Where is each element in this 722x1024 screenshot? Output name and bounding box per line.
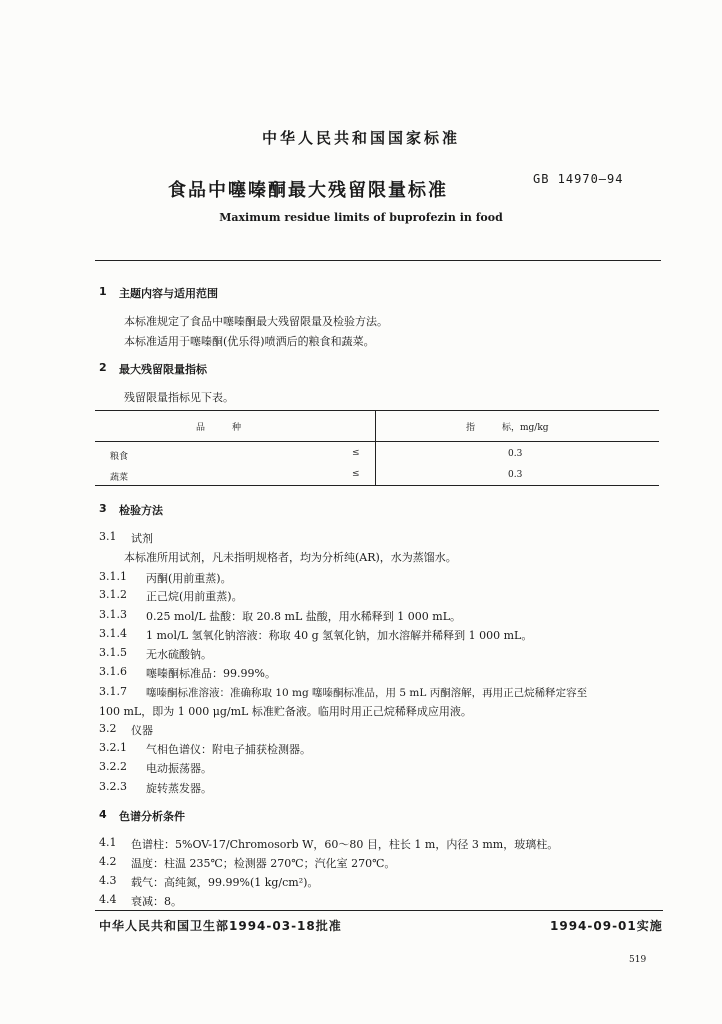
section-1-number: 1 (99, 285, 107, 298)
header-divider (95, 260, 661, 261)
section-2-number: 2 (99, 361, 107, 374)
item-text: 丙酮(用前重蒸)。 (146, 572, 232, 585)
item-number: 3.1.1 (99, 570, 127, 583)
item-text: 噻嗪酮标准溶液：准确称取 10 mg 噻嗪酮标准品，用 5 mL 丙酮溶解，再用正己烷稀释定容至 (146, 687, 588, 699)
section-3-1-title: 试剂 (131, 532, 153, 545)
condition-number: 4.2 (99, 855, 117, 868)
table-header-value: 指 标，mg/kg (466, 423, 549, 433)
condition-number: 4.1 (99, 836, 117, 849)
table-column-divider (375, 410, 376, 485)
approval-line: 中华人民共和国卫生部1994-03-18批准 (99, 919, 342, 933)
table-top-rule (95, 410, 659, 411)
condition-text: 衰减：8。 (131, 895, 182, 908)
table-row-1-op: ≤ (352, 448, 360, 458)
document-title: 食品中噻嗪酮最大残留限量标准 (168, 180, 448, 201)
instrument-text: 旋转蒸发器。 (146, 782, 212, 795)
item-number: 3.1.6 (99, 665, 127, 678)
table-bottom-rule (95, 485, 659, 486)
section-1-paragraph-2: 本标准适用于噻嗪酮(优乐得)喷洒后的粮食和蔬菜。 (124, 335, 375, 348)
section-1-title: 主题内容与适用范围 (119, 287, 218, 300)
table-header-rule (95, 441, 659, 442)
section-3-number: 3 (99, 502, 107, 515)
section-2-paragraph: 残留限量指标见下表。 (124, 391, 234, 404)
section-2-title: 最大残留限量指标 (119, 363, 207, 376)
section-3-2-number: 3.2 (99, 722, 117, 735)
condition-number: 4.3 (99, 874, 117, 887)
instrument-number: 3.2.2 (99, 760, 127, 773)
section-4-number: 4 (99, 808, 107, 821)
instrument-number: 3.2.1 (99, 741, 127, 754)
english-title: Maximum residue limits of buprofezin in food (219, 211, 503, 224)
condition-text: 温度：柱温 235℃；检测器 270℃；汽化室 270℃。 (131, 857, 396, 870)
standard-number: GB 14970—94 (533, 172, 624, 186)
section-3-1-number: 3.1 (99, 530, 117, 543)
table-row-2-item: 蔬菜 (110, 473, 129, 483)
page-number: 519 (629, 955, 647, 965)
item-number: 3.1.3 (99, 608, 127, 621)
item-text: 0.25 mol/L 盐酸：取 20.8 mL 盐酸，用水稀释到 1 000 mL。 (146, 610, 462, 623)
item-number: 3.1.4 (99, 627, 127, 640)
condition-text: 色谱柱：5%OV-17/Chromosorb W，60～80 目，柱长 1 m，内径 3 mm，玻璃柱。 (131, 838, 559, 851)
item-text: 无水硫酸钠。 (146, 648, 212, 661)
section-4-title: 色谱分析条件 (119, 810, 185, 823)
implementation-date: 1994-09-01实施 (550, 919, 663, 933)
item-text: 1 mol/L 氢氧化钠溶液：称取 40 g 氢氧化钠，加水溶解并稀释到 1 000 mL。 (146, 629, 533, 642)
item-text: 噻嗪酮标准品：99.99%。 (146, 667, 276, 680)
section-3-title: 检验方法 (119, 504, 163, 517)
section-1-paragraph-1: 本标准规定了食品中噻嗪酮最大残留限量及检验方法。 (124, 315, 388, 328)
section-3-2-title: 仪器 (131, 724, 153, 737)
standard-type-heading: 中华人民共和国国家标准 (261, 129, 460, 147)
item-number: 3.1.5 (99, 646, 127, 659)
section-3-1-paragraph: 本标准所用试剂，凡未指明规格者，均为分析纯(AR)，水为蒸馏水。 (124, 551, 457, 564)
item-number: 3.1.7 (99, 685, 127, 698)
item-text: 正己烷(用前重蒸)。 (146, 590, 243, 603)
instrument-text: 气相色谱仪：附电子捕获检测器。 (146, 743, 311, 756)
footer-divider (95, 910, 663, 911)
item-text-continuation: 100 mL，即为 1 000 μg/mL 标准贮备液。临用时用正己烷稀释成应用液。 (99, 705, 472, 718)
condition-number: 4.4 (99, 893, 117, 906)
table-header-item: 品 种 (196, 423, 242, 433)
table-row-2-op: ≤ (352, 469, 360, 479)
instrument-text: 电动振荡器。 (146, 762, 212, 775)
instrument-number: 3.2.3 (99, 780, 127, 793)
item-number: 3.1.2 (99, 588, 127, 601)
table-row-1-value: 0.3 (508, 449, 523, 459)
table-row-1-item: 粮食 (110, 452, 129, 462)
table-row-2-value: 0.3 (508, 470, 523, 480)
condition-text: 载气：高纯氮，99.99%(1 kg/cm²)。 (131, 876, 319, 889)
